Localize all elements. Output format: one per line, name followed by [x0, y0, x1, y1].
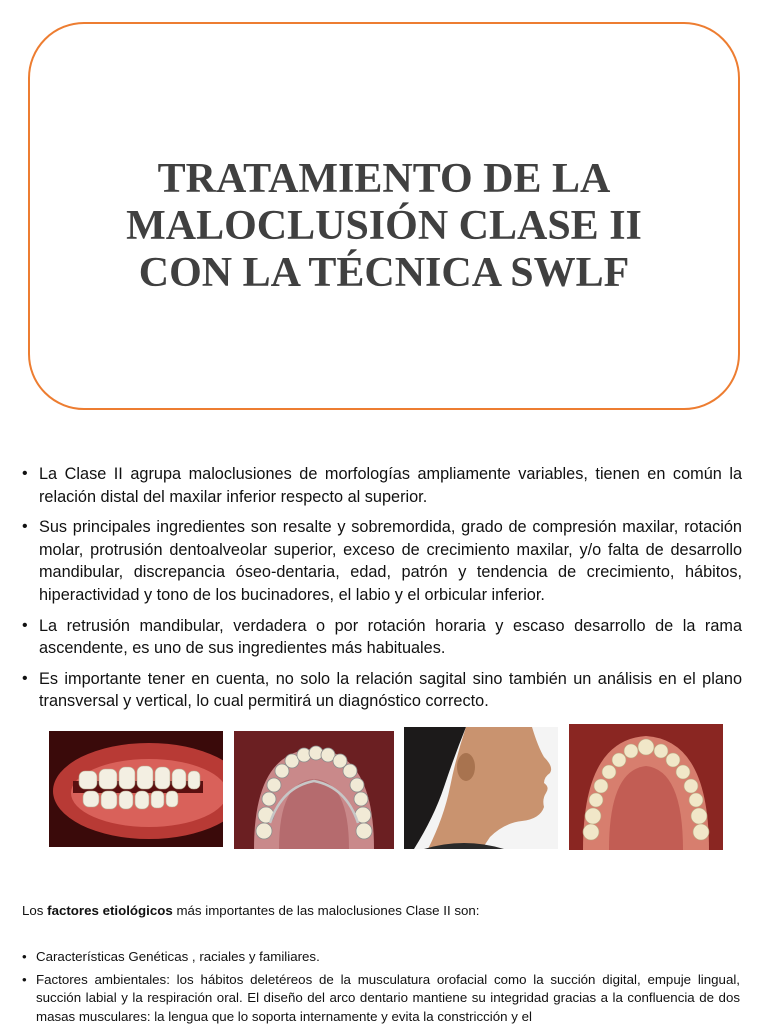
photo-profile — [404, 727, 558, 849]
bullet-item: • La retrusión mandibular, verdadera o por rotación horaria y escaso desarrollo de la rama ascendente, es uno de sus ingredientes más habituales. — [22, 615, 742, 660]
bullet-list — [22, 463, 742, 721]
etiology-item: • Características Genéticas , raciales y familiares. — [22, 948, 740, 966]
bullet-item: • Es importante tener en cuenta, no solo la relación sagital sino también un análisis en el plano transversal y vertical, lo cual permitirá un diagnóstico correcto. — [22, 668, 742, 713]
photo-upper-arch — [569, 724, 723, 850]
intro-text-after: más importantes de las maloclusiones Clase II son: — [172, 903, 480, 918]
photo-lateral-bite — [49, 731, 223, 847]
title-line-1: TRATAMIENTO DE LA — [157, 156, 611, 202]
bullet-item: • La Clase II agrupa maloclusiones de morfologías ampliamente variables, tienen en común la relación distal del maxilar inferior respecto al superior. — [22, 463, 742, 508]
photo-occlusal-appliance — [234, 731, 394, 849]
title-box — [28, 22, 740, 410]
etiology-intro — [22, 902, 742, 920]
page-title — [30, 156, 738, 297]
intro-text-before: Los — [22, 903, 48, 918]
etiology-item: • Factores ambientales: los hábitos deletéreos de la musculatura orofacial como la succión digital, empuje lingual, succión labial y la respiración oral. El diseño del arco dentario mantiene su integridad gracias a la confluencia de dos masas musculares: la lengua que lo soporta internamente y evita la constricción y el — [22, 971, 740, 1024]
intro-bold-term: factores etiológicos — [47, 903, 173, 918]
title-line-3: CON LA TÉCNICA SWLF — [138, 250, 630, 296]
bullet-item: • Sus principales ingredientes son resalte y sobremordida, grado de compresión maxilar, rotación molar, protrusión dentoalveolar superior, exceso de crecimiento maxilar, y/o falta de desarrollo mandibular, discrepancia óseo-dentaria, edad, patrón y tendencia de crecimiento, hábitos, hiperactividad y tono de los bucinadores, el labio y el orbicular inferior. — [22, 516, 742, 606]
etiology-list — [22, 948, 740, 1024]
title-line-2: MALOCLUSIÓN CLASE II — [126, 203, 642, 249]
